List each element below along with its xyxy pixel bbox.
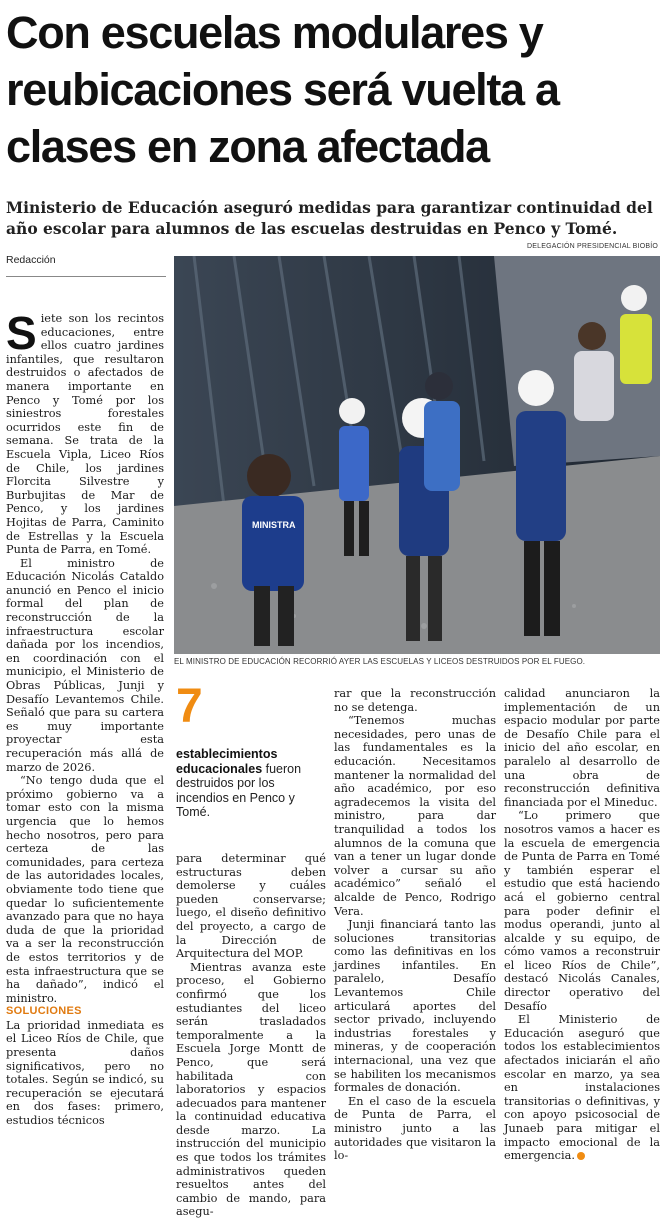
column-2: [176, 852, 326, 1219]
stat-rest: fueron destruidos por los incendios en Penco y Tomé.: [176, 761, 302, 819]
byline: Redacción: [6, 254, 56, 266]
photo-caption: EL MINISTRO DE EDUCACIÓN RECORRIÓ AYER LAS ESCUELAS Y LICEOS DESTRUIDOS POR EL FUEGO.: [174, 657, 586, 666]
photo-illustration: [174, 256, 660, 654]
paragraph: “Tenemos muchas necesidades, pero unas de las fundamentales es la educación. Necesitamos mantener la normalidad del año académico, por eso agradecemos la visita del ministro, para dar tranquilidad a todos los alumnos de la comuna que van a tener un lugar donde volver a cursar su año académico” señaló el alcalde de Penco, Rodrigo Vera.: [334, 714, 496, 918]
drop-cap: S: [6, 307, 37, 359]
stat-number: 7: [176, 680, 203, 733]
paragraph: El ministro de Educación Nicolás Cataldo anunció en Penco el inicio formal del plan de reconstrucción de la infraestructura escolar dañada por los incendios, en coordinación con el municipio, el Ministerio de Obras Públicas, Junji y Desafío Levantemos Chile. Señaló que para su cartera es muy importante proyectar esta recuperación más allá de marzo de 2026.: [6, 556, 164, 774]
column-3: [334, 687, 496, 1163]
byline-divider: [6, 276, 166, 277]
paragraph: “No tengo duda que el próximo gobierno va a tomar esto con la misma urgencia que lo hemos hecho nosotros, pero para certeza de las comunidades, para certeza de las autoridades locales, obviamente todo tiene que quedar lo suficientemente avanzado para que no haya duda de que la prioridad va a ser la reconstrucción de estos territorios y de esta infraestructura que se ha dañado”, indicó el ministro.: [6, 774, 164, 1005]
paragraph: El Ministerio de Educación aseguró que todos los establecimientos afectados iniciarán el año escolar en marzo, ya sea en instalaciones transitorias o definitivas, y con apoyo psicosocial de Junaeb para mitigar el impacto emocional de la emergencia.: [504, 1013, 660, 1163]
column-1: [6, 307, 164, 1128]
stat-text: [176, 747, 326, 820]
paragraph: Junji financiará tanto las soluciones transitorias como las definitivas en los jardines infantiles. En paralelo, Desafío Levantemos Chile articulará aportes del sector privado, incluyendo industrias forestales y mineras, y de cooperación internacional, una vez que se habiliten los mecanismos formales de donación.: [334, 918, 496, 1095]
section-heading: SOLUCIONES: [6, 1005, 82, 1018]
column-4: [504, 687, 660, 1163]
vest-label: MINISTRA: [252, 520, 296, 530]
paragraph: Siete son los recintos educaciones, entre ellos cuatro jardines infantiles, que resultaron destruidos o afectados de manera importante en Penco y Tomé por los siniestros forestales ocurridos este fin de semana. Se trata de la Escuela Vipla, Liceo Ríos de Chile, los jardines Florcita Silvestre y Burbujitas de Mar de Penco, y los jardines Hojitas de Parra, Caminito de Estrellas y la Escuela Punta de Parra, en Tomé.: [6, 307, 164, 557]
paragraph: rar que la reconstrucción no se detenga.: [334, 687, 496, 714]
headline: Con escuelas modulares y reubicaciones será vuelta a clases en zona afectada: [6, 7, 559, 172]
paragraph: calidad anunciaron la implementación de un espacio modular por parte de Desafío Chile para el inicio del año escolar, en paralelo al desarrollo de una obra de reconstrucción definitiva financiada por el Mineduc.: [504, 687, 660, 809]
end-mark-icon: [577, 1152, 585, 1160]
paragraph: La prioridad inmediata es el Liceo Ríos de Chile, que presenta daños significativos, pero no totales. Según se indicó, su recuperación se ejecutará en dos fases: primero, estudios técnicos: [6, 1018, 164, 1128]
paragraph: En el caso de la escuela de Punta de Parra, el ministro junto a las autoridades que visitaron la lo-: [334, 1094, 496, 1163]
subheadline: Ministerio de Educación aseguró medidas para garantizar continuidad del año escolar para alumnos de las escuelas destruidas en Penco y Tomé.: [6, 198, 653, 238]
paragraph: para determinar qué estructuras deben demolerse y cuáles pueden conservarse; luego, el diseño definitivo del proyecto, a cargo de la Dirección de Arquitectura del MOP.: [176, 852, 326, 961]
photo-credit: DELEGACIÓN PRESIDENCIAL BIOBÍO: [527, 243, 658, 250]
article-photo: [174, 256, 660, 654]
paragraph: Mientras avanza este proceso, el Gobierno confirmó que los estudiantes del liceo serán trasladados temporalmente a la Escuela Jorge Montt de Penco, que será habilitada con laboratorios y espacios adecuados para mantener la continuidad educativa desde marzo. La instrucción del municipio es que todos los trámites administrativos queden resueltos antes del cambio de mando, para asegu-: [176, 960, 326, 1219]
stat-bold: establecimientos educacionales: [176, 747, 278, 776]
paragraph: “Lo primero que nosotros vamos a hacer es la escuela de emergencia de Punta de Parra en Tomé y también esperar el estudio que está haciendo acá el gobierno central para poder definir el modus operandi, junto al alcalde y su equipo, de cómo vamos a reconstruir el liceo Ríos de Chile”, destacó Nicolás Canales, director operativo del Desafío: [504, 809, 660, 1013]
